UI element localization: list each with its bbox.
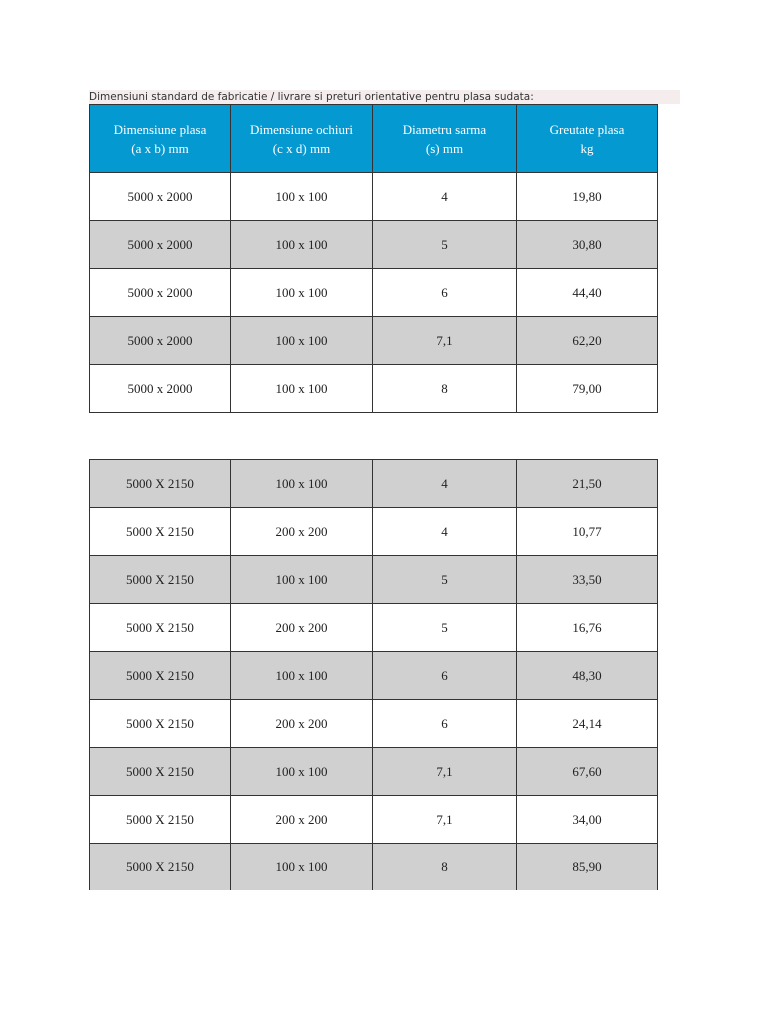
cell-dimensiune-plasa: 5000 x 2000: [90, 221, 231, 269]
header-line2: (c x d) mm: [272, 140, 331, 156]
cell-dimensiune-plasa: 5000 x 2000: [90, 365, 231, 413]
cell-diametru-sarma: 6: [373, 700, 517, 748]
cell-dimensiune-ochiuri: 100 x 100: [231, 269, 373, 317]
cell-dimensiune-ochiuri: 200 x 200: [231, 700, 373, 748]
cell-dimensiune-plasa: 5000 X 2150: [90, 700, 231, 748]
header-line2: (a x b) mm: [131, 140, 189, 156]
cell-dimensiune-plasa: 5000 X 2150: [90, 652, 231, 700]
table-row: [90, 604, 658, 652]
header-diametru-sarma: [373, 105, 517, 173]
table-row: [90, 173, 658, 221]
cell-diametru-sarma: 6: [373, 269, 517, 317]
cell-greutate-plasa: 10,77: [517, 508, 658, 556]
cell-dimensiune-ochiuri: 100 x 100: [231, 844, 373, 891]
cell-dimensiune-ochiuri: 200 x 200: [231, 604, 373, 652]
cell-dimensiune-plasa: 5000 x 2000: [90, 317, 231, 365]
cell-dimensiune-plasa: 5000 x 2000: [90, 269, 231, 317]
cell-dimensiune-plasa: 5000 X 2150: [90, 844, 231, 891]
cell-diametru-sarma: 5: [373, 556, 517, 604]
cell-dimensiune-plasa: 5000 X 2150: [90, 796, 231, 844]
cell-diametru-sarma: 8: [373, 844, 517, 891]
table-row: [90, 796, 658, 844]
cell-dimensiune-plasa: 5000 x 2000: [90, 173, 231, 221]
table-caption: Dimensiuni standard de fabricatie / livrare si preturi orientative pentru plasa sudata:: [89, 90, 680, 104]
table-header-row: [90, 105, 658, 173]
cell-greutate-plasa: 24,14: [517, 700, 658, 748]
table-row: [90, 652, 658, 700]
cell-dimensiune-ochiuri: 100 x 100: [231, 317, 373, 365]
cell-greutate-plasa: 19,80: [517, 173, 658, 221]
table-row: [90, 221, 658, 269]
cell-greutate-plasa: 30,80: [517, 221, 658, 269]
header-line1: Dimensiune ochiuri: [250, 121, 353, 137]
cell-diametru-sarma: 5: [373, 221, 517, 269]
cell-dimensiune-plasa: 5000 X 2150: [90, 748, 231, 796]
cell-greutate-plasa: 67,60: [517, 748, 658, 796]
cell-greutate-plasa: 62,20: [517, 317, 658, 365]
cell-dimensiune-ochiuri: 200 x 200: [231, 508, 373, 556]
cell-diametru-sarma: 4: [373, 460, 517, 508]
table-row: [90, 365, 658, 413]
table-row: [90, 748, 658, 796]
cell-greutate-plasa: 44,40: [517, 269, 658, 317]
cell-dimensiune-plasa: 5000 X 2150: [90, 604, 231, 652]
header-greutate-plasa: [517, 105, 658, 173]
table-row: [90, 269, 658, 317]
table-row: [90, 844, 658, 891]
cell-dimensiune-ochiuri: 100 x 100: [231, 748, 373, 796]
cell-diametru-sarma: 7,1: [373, 317, 517, 365]
cell-diametru-sarma: 6: [373, 652, 517, 700]
cell-greutate-plasa: 33,50: [517, 556, 658, 604]
header-dimensiune-ochiuri: [231, 105, 373, 173]
cell-dimensiune-plasa: 5000 X 2150: [90, 556, 231, 604]
header-line2: (s) mm: [425, 140, 464, 156]
cell-diametru-sarma: 7,1: [373, 748, 517, 796]
table-standard-2000: [89, 104, 658, 413]
table-row: [90, 508, 658, 556]
cell-greutate-plasa: 16,76: [517, 604, 658, 652]
cell-greutate-plasa: 48,30: [517, 652, 658, 700]
header-dimensiune-plasa: [90, 105, 231, 173]
cell-greutate-plasa: 21,50: [517, 460, 658, 508]
table-row: [90, 556, 658, 604]
cell-greutate-plasa: 85,90: [517, 844, 658, 891]
cell-diametru-sarma: 8: [373, 365, 517, 413]
table-row: [90, 460, 658, 508]
cell-diametru-sarma: 4: [373, 508, 517, 556]
cell-dimensiune-ochiuri: 100 x 100: [231, 652, 373, 700]
header-line1: Dimensiune plasa: [113, 121, 207, 137]
cell-dimensiune-ochiuri: 200 x 200: [231, 796, 373, 844]
cell-diametru-sarma: 7,1: [373, 796, 517, 844]
table-standard-2150: [89, 459, 658, 890]
cell-dimensiune-ochiuri: 100 x 100: [231, 173, 373, 221]
cell-greutate-plasa: 34,00: [517, 796, 658, 844]
cell-diametru-sarma: 4: [373, 173, 517, 221]
cell-dimensiune-ochiuri: 100 x 100: [231, 365, 373, 413]
header-line2: kg: [580, 140, 594, 156]
cell-dimensiune-ochiuri: 100 x 100: [231, 221, 373, 269]
table-row: [90, 700, 658, 748]
cell-diametru-sarma: 5: [373, 604, 517, 652]
table-row: [90, 317, 658, 365]
cell-dimensiune-plasa: 5000 X 2150: [90, 508, 231, 556]
cell-dimensiune-ochiuri: 100 x 100: [231, 556, 373, 604]
cell-dimensiune-ochiuri: 100 x 100: [231, 460, 373, 508]
header-line1: Diametru sarma: [402, 121, 487, 137]
cell-greutate-plasa: 79,00: [517, 365, 658, 413]
cell-dimensiune-plasa: 5000 X 2150: [90, 460, 231, 508]
header-line1: Greutate plasa: [549, 121, 625, 137]
